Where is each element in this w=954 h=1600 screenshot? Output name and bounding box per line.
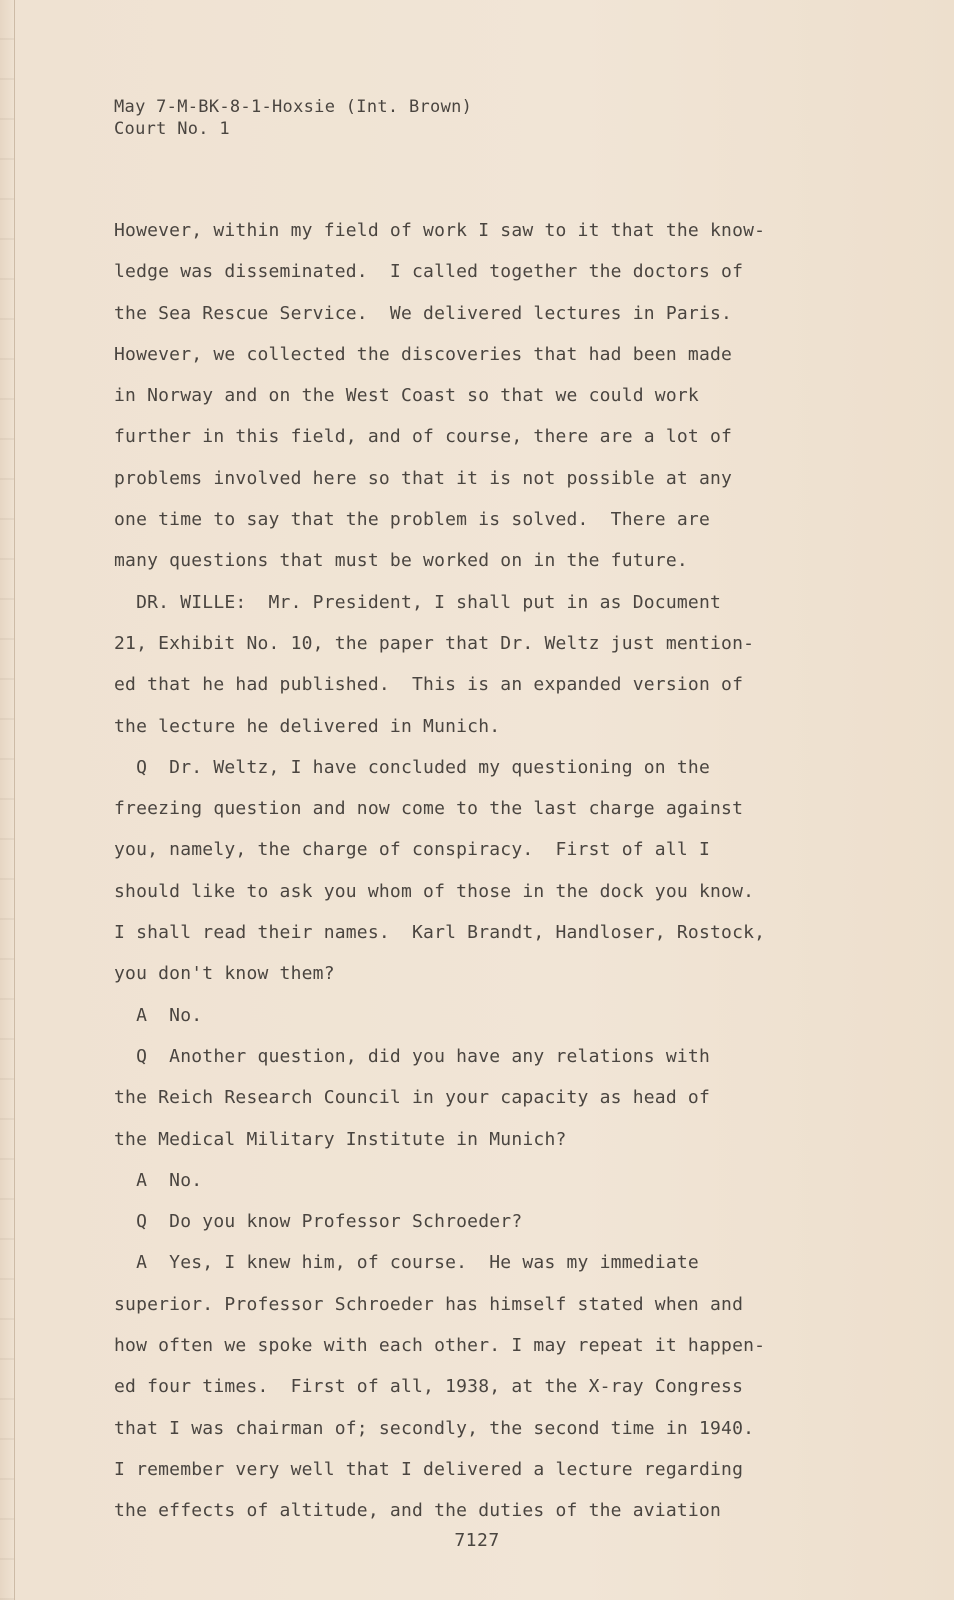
transcript-line: how often we spoke with each other. I may repeat it happen- xyxy=(114,1335,766,1357)
transcript-line: Q Do you know Professor Schroeder? xyxy=(114,1211,523,1233)
transcript-line: you, namely, the charge of conspiracy. First of all I xyxy=(114,839,710,861)
transcript-line: DR. WILLE: Mr. President, I shall put in as Document xyxy=(114,591,722,613)
transcript-line: I remember very well that I delivered a lecture regarding xyxy=(114,1458,744,1480)
transcript-line: should like to ask you whom of those in the dock you know. xyxy=(114,880,755,902)
transcript-line: superior. Professor Schroeder has himself stated when and xyxy=(114,1293,744,1315)
transcript-line: freezing question and now come to the last charge against xyxy=(114,798,744,820)
transcript-line: many questions that must be worked on in the future. xyxy=(114,550,688,572)
transcript-line: you don't know them? xyxy=(114,963,335,985)
header-court: Court No. 1 xyxy=(114,119,230,139)
transcript-line: the Medical Military Institute in Munich? xyxy=(114,1128,567,1150)
transcript-line: I shall read their names. Karl Brandt, Handloser, Rostock, xyxy=(114,922,766,944)
transcript-line: further in this field, and of course, there are a lot of xyxy=(114,426,733,448)
transcript-line: problems involved here so that it is not possible at any xyxy=(114,467,733,489)
transcript-line: 21, Exhibit No. 10, the paper that Dr. Weltz just mention- xyxy=(114,632,755,654)
transcript-line: ledge was disseminated. I called together the doctors of xyxy=(114,261,744,283)
transcript-line: in Norway and on the West Coast so that we could work xyxy=(114,385,699,407)
transcript-line: ed four times. First of all, 1938, at the X-ray Congress xyxy=(114,1376,744,1398)
page-number: 7127 xyxy=(454,1530,500,1551)
transcript-line: the Sea Rescue Service. We delivered lectures in Paris. xyxy=(114,302,733,324)
transcript-line: the effects of altitude, and the duties of the aviation xyxy=(114,1500,722,1522)
transcript-line: However, within my field of work I saw to it that the know- xyxy=(114,220,766,241)
header-reference: May 7-M-BK-8-1-Hoxsie (Int. Brown) xyxy=(114,97,473,117)
transcript-line: that I was chairman of; secondly, the second time in 1940. xyxy=(114,1417,755,1439)
transcript-line: Q Another question, did you have any relations with xyxy=(114,1045,710,1067)
transcript-line: A Yes, I knew him, of course. He was my immediate xyxy=(114,1252,699,1274)
transcript-line: A No. xyxy=(114,1169,203,1191)
transcript-line: the lecture he delivered in Munich. xyxy=(114,715,501,737)
transcript-line: the Reich Research Council in your capacity as head of xyxy=(114,1087,710,1109)
transcript-line: Q Dr. Weltz, I have concluded my questioning on the xyxy=(114,756,710,778)
transcript-line: ed that he had published. This is an expanded version of xyxy=(114,674,744,696)
transcript-line: However, we collected the discoveries that had been made xyxy=(114,343,733,365)
transcript-body xyxy=(114,210,854,1532)
document-header xyxy=(114,96,472,140)
binding-edge xyxy=(0,0,15,1600)
transcript-line: A No. xyxy=(114,1004,203,1026)
transcript-line: one time to say that the problem is solved. There are xyxy=(114,509,710,531)
